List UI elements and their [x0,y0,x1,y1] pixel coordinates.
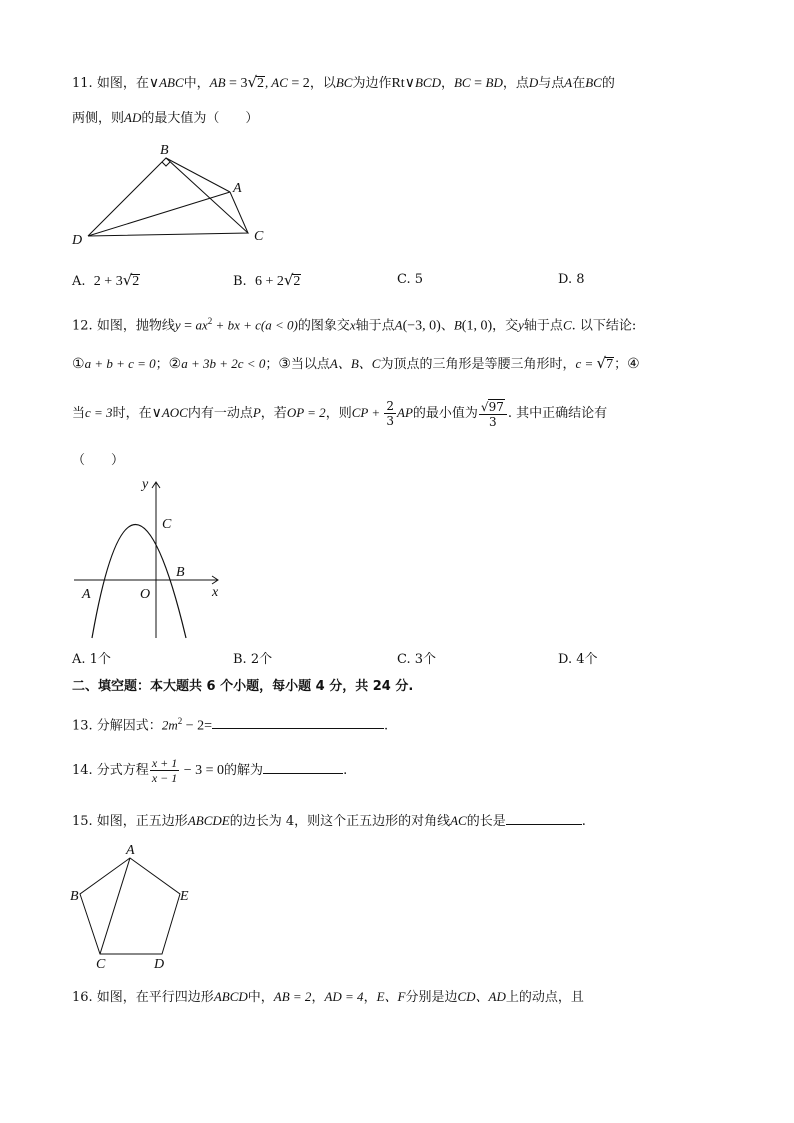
q12-parabola [92,525,186,639]
q11-label-a: A [233,181,242,196]
q12-paren: （ ） [72,453,125,468]
q11-line-ac [230,192,248,233]
q12-label-c: C [162,517,172,532]
q15-pentagon [80,858,180,954]
q14-answer-blank[interactable] [263,759,343,774]
q12-line2: ①a + b + c = 0；②a + 3b + 2c < 0；③当以点A、B、C为顶点的三角形是等腰三角形时，c = √7；④ [72,354,640,372]
q11-option-d[interactable]: D. 8 [558,272,585,287]
q12-fraction-2-3: $\frac{2}{3}$ [386,399,394,428]
q11-label-b: B [160,143,169,158]
q11-option-b[interactable]: B. 6 + 2√2 [233,271,301,289]
q15-figure [68,842,208,972]
q12-option-c[interactable]: C. 3个 [397,652,437,667]
q15-line: 15. 如图，正五边形ABCDE的边长为 4，则这个正五边形的对角线AC的长是 . [72,810,586,832]
q15-answer-blank[interactable] [506,810,582,825]
q15-label-e: E [180,889,189,904]
q13-answer-blank[interactable] [212,714,384,729]
q11-triangle-lines [88,158,248,236]
q12-figure [70,476,230,642]
q13-line: 13. 分解因式：$2m^2 - 2=$ . [72,716,389,734]
q16-line: 16. 如图，在平行四边形ABCD中，AB = 2，AD = 4，E、F分别是边CD、AD上的动点，且 [72,989,584,1005]
q12-label-b: B [176,565,185,580]
q15-diagonal-ac [100,858,130,954]
q11-option-c[interactable]: C. 5 [397,272,424,287]
section-heading: 二、填空题：本大题共 6 个小题，每小题 4 分，共 24 分. [72,679,414,694]
q14-fraction: $\frac{x + 1}{x - 1}$ [151,756,178,785]
q12-option-d[interactable]: D. 4个 [558,652,598,667]
q15-label-a: A [126,843,135,858]
q12-label-y: y [142,477,149,492]
q12-option-a[interactable]: A. 1个 [72,652,111,667]
q15-label-b: B [70,889,79,904]
q12-label-x: x [212,585,219,600]
q12-label-o: O [140,587,151,602]
q11-figure [70,140,280,250]
q11-right-angle-mark [162,162,170,166]
q12-option-b[interactable]: B. 2个 [233,652,273,667]
q11-label-d: D [72,233,83,248]
q15-label-d: D [154,957,165,972]
q12-line3: 当c = 3时，在∨AOC内有一动点P，若OP = 2，则CP + $\frac{2}{3}$ AP的最小值为 $\frac{√97}{3}$ . 其中正确结论有 [72,399,608,429]
q11-line2: 两侧，则AD的最大值为（ ） [72,110,259,126]
q11-label-c: C [254,229,264,244]
q11-option-a[interactable]: A. 2 + 3√2 [72,271,140,289]
q12-line1: 12. 如图，抛物线$y = ax^2$ + bx + c(a < 0)的图象交x轴于点A(−3, 0)、B(1, 0)，交y轴于点C. 以下结论: [72,316,637,334]
q12-label-a: A [82,587,91,602]
q12-fraction-min: $\frac{√97}{3}$ [479,399,507,429]
q11-line1: 11. 如图，在∨ABC中，AB = 3√2, AC = 2，以BC为边作Rt∨BCD，BC = BD，点D与点A在BC的 [72,73,615,91]
q14-line: 14. 分式方程 $\frac{x + 1}{x - 1}$ − 3 = 0的解为 . [72,756,348,785]
q15-label-c: C [96,957,106,972]
